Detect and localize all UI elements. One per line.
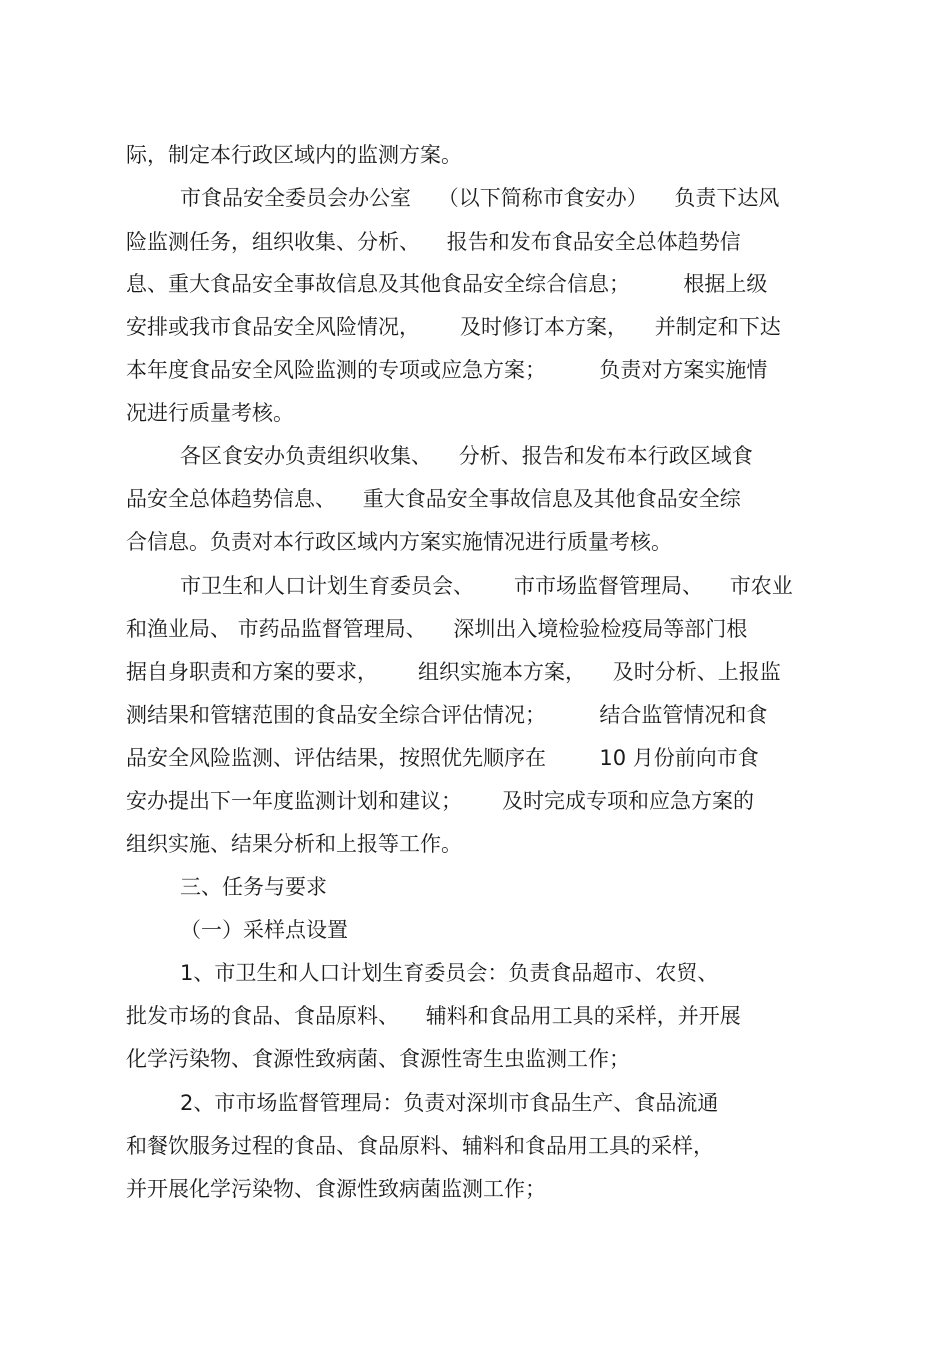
text-line: 和餐饮服务过程的食品、食品原料、辅料和食品用工具的采样， xyxy=(126,1134,714,1158)
text-line: 本年度食品安全风险监测的专项或应急方案； 负责对方案实施情 xyxy=(126,358,768,382)
text-line: 品安全风险监测、评估结果，按照优先顺序在 10 月份前向市食 xyxy=(126,746,759,770)
text-line: 际，制定本行政区域内的监测方案。 xyxy=(126,143,462,167)
text-line: 批发市场的食品、食品原料、 辅料和食品用工具的采样，并开展 xyxy=(126,1004,741,1028)
text-line: 合信息。负责对本行政区域内方案实施情况进行质量考核。 xyxy=(126,530,672,554)
text-line: 市食品安全委员会办公室 （以下简称市食安办） 负责下达风 xyxy=(180,186,780,210)
text-line: 品安全总体趋势信息、 重大食品安全事故信息及其他食品安全综 xyxy=(126,487,741,511)
text-line: 2、市市场监督管理局：负责对深圳市食品生产、食品流通 xyxy=(180,1091,719,1115)
subsection-heading: （一）采样点设置 xyxy=(180,918,348,942)
text-line: 化学污染物、食源性致病菌、食源性寄生虫监测工作； xyxy=(126,1047,630,1071)
text-line: 市卫生和人口计划生育委员会、 市市场监督管理局、 市农业 xyxy=(180,574,793,598)
text-line: 1、市卫生和人口计划生育委员会：负责食品超市、农贸、 xyxy=(180,961,719,985)
text-line: 各区食安办负责组织收集、 分析、报告和发布本行政区域食 xyxy=(180,444,753,468)
text-line: 并开展化学污染物、食源性致病菌监测工作； xyxy=(126,1177,546,1201)
section-heading: 三、任务与要求 xyxy=(180,875,327,899)
text-line: 况进行质量考核。 xyxy=(126,401,294,425)
text-line: 组织实施、结果分析和上报等工作。 xyxy=(126,832,462,856)
text-line: 据自身职责和方案的要求， 组织实施本方案， 及时分析、上报监 xyxy=(126,660,781,684)
text-line: 测结果和管辖范围的食品安全综合评估情况； 结合监管情况和食 xyxy=(126,703,768,727)
text-line: 息、重大食品安全事故信息及其他食品安全综合信息； 根据上级 xyxy=(126,272,768,296)
text-line: 险监测任务，组织收集、分析、 报告和发布食品安全总体趋势信 xyxy=(126,230,741,254)
text-line: 安办提出下一年度监测计划和建议； 及时完成专项和应急方案的 xyxy=(126,789,755,813)
text-line: 和渔业局、 市药品监督管理局、 深圳出入境检验检疫局等部门根 xyxy=(126,617,748,641)
text-line: 安排或我市食品安全风险情况， 及时修订本方案， 并制定和下达 xyxy=(126,315,781,339)
